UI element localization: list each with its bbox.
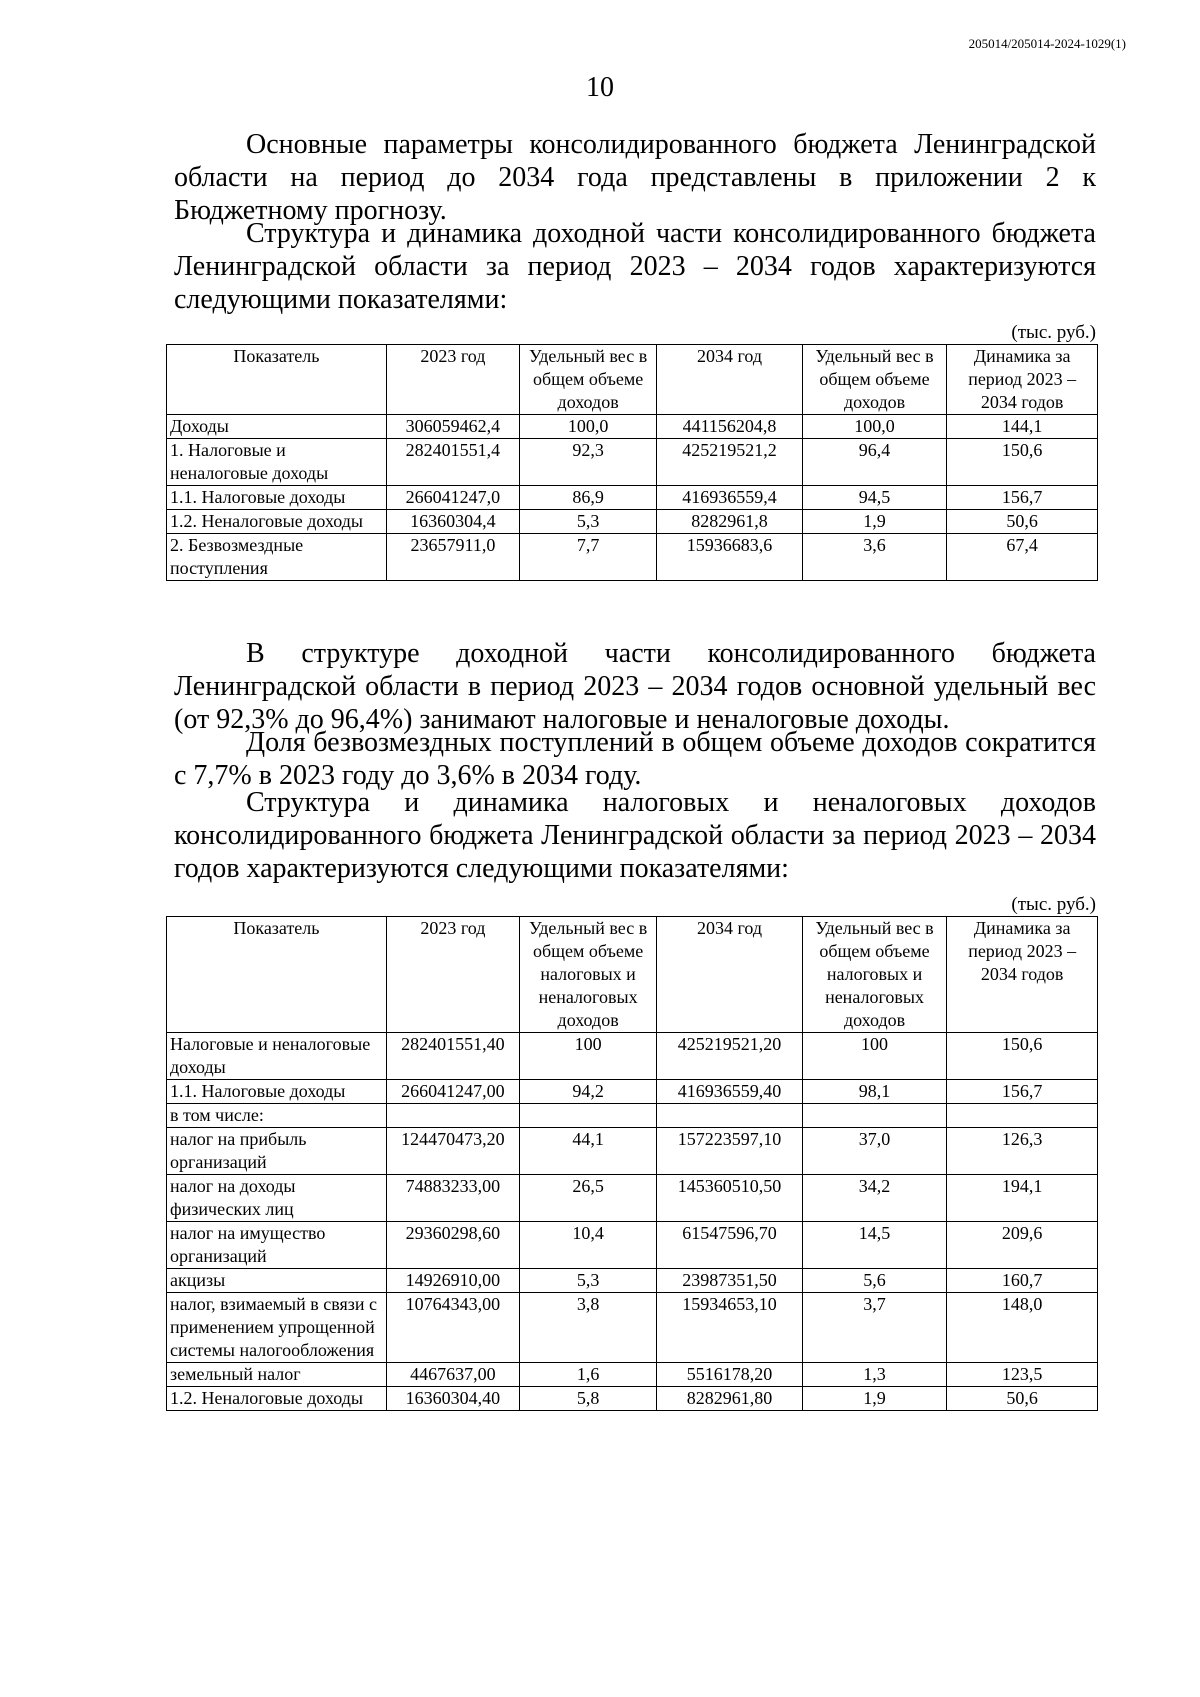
cell-indicator: 1.1. Налоговые доходы bbox=[167, 1080, 387, 1104]
cell-dynamics: 144,1 bbox=[947, 415, 1098, 439]
cell-indicator: 1.1. Налоговые доходы bbox=[167, 486, 387, 510]
cell-share-2023: 5,3 bbox=[519, 1269, 656, 1293]
cell-indicator: акцизы bbox=[167, 1269, 387, 1293]
cell-share-2023: 5,8 bbox=[519, 1387, 656, 1411]
table-row bbox=[167, 1175, 1098, 1222]
cell-2034: 425219521,20 bbox=[657, 1033, 803, 1080]
cell-indicator: в том числе: bbox=[167, 1104, 387, 1128]
table-row bbox=[167, 1222, 1098, 1269]
cell-2023: 266041247,00 bbox=[386, 1080, 519, 1104]
cell-share-2023: 7,7 bbox=[519, 534, 656, 581]
paragraph-tax-share: В структуре доходной части консолидированного бюджета Ленинградской области в период 2023 – 2034 годов основной удельный вес (от 92,3% до 96,4%) занимают налоговые и неналоговые доходы. bbox=[174, 638, 1096, 735]
cell-2023: 124470473,20 bbox=[386, 1128, 519, 1175]
cell-dynamics: 50,6 bbox=[947, 510, 1098, 534]
cell-share-2034: 5,6 bbox=[802, 1269, 947, 1293]
table-row bbox=[167, 510, 1098, 534]
cell-share-2034: 1,9 bbox=[802, 510, 947, 534]
header-2034: 2034 год bbox=[657, 345, 803, 415]
table-row bbox=[167, 1269, 1098, 1293]
cell-indicator: Доходы bbox=[167, 415, 387, 439]
table1-units: (тыс. руб.) bbox=[1011, 322, 1096, 343]
cell-share-2023: 10,4 bbox=[519, 1222, 656, 1269]
cell-2023: 306059462,4 bbox=[386, 415, 519, 439]
cell-dynamics: 160,7 bbox=[947, 1269, 1098, 1293]
cell-2023: 282401551,4 bbox=[386, 439, 519, 486]
cell-dynamics bbox=[947, 1104, 1098, 1128]
cell-indicator: Налоговые и неналоговые доходы bbox=[167, 1033, 387, 1080]
tax-structure-table bbox=[166, 916, 1098, 1411]
cell-2034: 8282961,8 bbox=[657, 510, 803, 534]
cell-2023 bbox=[386, 1104, 519, 1128]
table-header-row bbox=[167, 345, 1098, 415]
header-2034: 2034 год bbox=[657, 917, 803, 1033]
cell-share-2023: 26,5 bbox=[519, 1175, 656, 1222]
cell-share-2034: 3,6 bbox=[802, 534, 947, 581]
table-row bbox=[167, 1104, 1098, 1128]
table-row bbox=[167, 415, 1098, 439]
cell-indicator: 1.2. Неналоговые доходы bbox=[167, 510, 387, 534]
cell-indicator: налог на доходы физических лиц bbox=[167, 1175, 387, 1222]
cell-2034: 61547596,70 bbox=[657, 1222, 803, 1269]
cell-share-2034: 37,0 bbox=[802, 1128, 947, 1175]
table-row bbox=[167, 439, 1098, 486]
cell-share-2034 bbox=[802, 1104, 947, 1128]
cell-dynamics: 194,1 bbox=[947, 1175, 1098, 1222]
header-share-2023: Удельный вес в общем объеме доходов bbox=[519, 345, 656, 415]
table-row bbox=[167, 1128, 1098, 1175]
cell-2023: 266041247,0 bbox=[386, 486, 519, 510]
cell-share-2034: 100 bbox=[802, 1033, 947, 1080]
table-row bbox=[167, 1363, 1098, 1387]
cell-2034: 416936559,4 bbox=[657, 486, 803, 510]
cell-2034: 425219521,2 bbox=[657, 439, 803, 486]
cell-2023: 16360304,4 bbox=[386, 510, 519, 534]
cell-share-2023: 3,8 bbox=[519, 1293, 656, 1363]
header-2023: 2023 год bbox=[386, 345, 519, 415]
cell-indicator: земельный налог bbox=[167, 1363, 387, 1387]
cell-share-2034: 14,5 bbox=[802, 1222, 947, 1269]
cell-share-2023: 94,2 bbox=[519, 1080, 656, 1104]
cell-2034: 157223597,10 bbox=[657, 1128, 803, 1175]
cell-2034: 23987351,50 bbox=[657, 1269, 803, 1293]
cell-indicator: налог на прибыль организаций bbox=[167, 1128, 387, 1175]
table-row bbox=[167, 1080, 1098, 1104]
cell-share-2023: 1,6 bbox=[519, 1363, 656, 1387]
cell-dynamics: 123,5 bbox=[947, 1363, 1098, 1387]
cell-indicator: налог на имущество организаций bbox=[167, 1222, 387, 1269]
cell-dynamics: 150,6 bbox=[947, 439, 1098, 486]
income-structure-table bbox=[166, 344, 1098, 581]
table-row bbox=[167, 534, 1098, 581]
cell-share-2034: 34,2 bbox=[802, 1175, 947, 1222]
cell-2023: 74883233,00 bbox=[386, 1175, 519, 1222]
cell-dynamics: 209,6 bbox=[947, 1222, 1098, 1269]
cell-2034 bbox=[657, 1104, 803, 1128]
cell-indicator: 2. Безвозмездные поступления bbox=[167, 534, 387, 581]
cell-2034: 8282961,80 bbox=[657, 1387, 803, 1411]
cell-share-2023: 44,1 bbox=[519, 1128, 656, 1175]
header-indicator: Показатель bbox=[167, 345, 387, 415]
header-2023: 2023 год bbox=[386, 917, 519, 1033]
paragraph-budget-params: Основные параметры консолидированного бюджета Ленинградской области на период до 2034 года представлены в приложении 2 к Бюджетному прогнозу. bbox=[174, 129, 1096, 226]
cell-share-2023: 100 bbox=[519, 1033, 656, 1080]
cell-2023: 4467637,00 bbox=[386, 1363, 519, 1387]
paragraph-income-structure: Структура и динамика доходной части консолидированного бюджета Ленинградской области за период 2023 – 2034 годов характеризуются следующими показателями: bbox=[174, 218, 1096, 315]
cell-share-2023: 86,9 bbox=[519, 486, 656, 510]
header-dynamics: Динамика за период 2023 – 2034 годов bbox=[947, 917, 1098, 1033]
cell-share-2034: 100,0 bbox=[802, 415, 947, 439]
cell-share-2034: 1,3 bbox=[802, 1363, 947, 1387]
cell-share-2023: 5,3 bbox=[519, 510, 656, 534]
cell-dynamics: 126,3 bbox=[947, 1128, 1098, 1175]
cell-2034: 441156204,8 bbox=[657, 415, 803, 439]
cell-share-2034: 94,5 bbox=[802, 486, 947, 510]
table-row bbox=[167, 486, 1098, 510]
cell-indicator: 1. Налоговые и неналоговые доходы bbox=[167, 439, 387, 486]
paragraph-tax-structure: Структура и динамика налоговых и неналоговых доходов консолидированного бюджета Ленинградской области за период 2023 – 2034 годов характеризуются следующими показателями: bbox=[174, 787, 1096, 884]
cell-dynamics: 67,4 bbox=[947, 534, 1098, 581]
header-share-2034: Удельный вес в общем объеме доходов bbox=[802, 345, 947, 415]
table-row bbox=[167, 1293, 1098, 1363]
cell-2023: 16360304,40 bbox=[386, 1387, 519, 1411]
cell-share-2023: 100,0 bbox=[519, 415, 656, 439]
cell-dynamics: 150,6 bbox=[947, 1033, 1098, 1080]
document-id: 205014/205014-2024-1029(1) bbox=[968, 36, 1126, 51]
cell-2023: 14926910,00 bbox=[386, 1269, 519, 1293]
paragraph-gratuitous-share: Доля безвозмездных поступлений в общем объеме доходов сократится с 7,7% в 2023 году до 3,6% в 2034 году. bbox=[174, 727, 1096, 791]
cell-share-2034: 96,4 bbox=[802, 439, 947, 486]
cell-dynamics: 148,0 bbox=[947, 1293, 1098, 1363]
cell-share-2023: 92,3 bbox=[519, 439, 656, 486]
cell-2034: 15934653,10 bbox=[657, 1293, 803, 1363]
cell-dynamics: 156,7 bbox=[947, 1080, 1098, 1104]
cell-indicator: 1.2. Неналоговые доходы bbox=[167, 1387, 387, 1411]
cell-2034: 416936559,40 bbox=[657, 1080, 803, 1104]
header-indicator: Показатель bbox=[167, 917, 387, 1033]
cell-2023: 29360298,60 bbox=[386, 1222, 519, 1269]
table-row bbox=[167, 1033, 1098, 1080]
cell-dynamics: 156,7 bbox=[947, 486, 1098, 510]
cell-2023: 282401551,40 bbox=[386, 1033, 519, 1080]
cell-dynamics: 50,6 bbox=[947, 1387, 1098, 1411]
table-row bbox=[167, 1387, 1098, 1411]
cell-share-2034: 3,7 bbox=[802, 1293, 947, 1363]
page-number: 10 bbox=[586, 72, 614, 103]
cell-share-2023 bbox=[519, 1104, 656, 1128]
cell-share-2034: 1,9 bbox=[802, 1387, 947, 1411]
cell-2034: 15936683,6 bbox=[657, 534, 803, 581]
cell-2023: 10764343,00 bbox=[386, 1293, 519, 1363]
cell-2034: 5516178,20 bbox=[657, 1363, 803, 1387]
header-share-2034: Удельный вес в общем объеме налоговых и неналоговых доходов bbox=[802, 917, 947, 1033]
header-dynamics: Динамика за период 2023 – 2034 годов bbox=[947, 345, 1098, 415]
cell-indicator: налог, взимаемый в связи с применением упрощенной системы налогообложения bbox=[167, 1293, 387, 1363]
cell-share-2034: 98,1 bbox=[802, 1080, 947, 1104]
cell-2023: 23657911,0 bbox=[386, 534, 519, 581]
cell-2034: 145360510,50 bbox=[657, 1175, 803, 1222]
header-share-2023: Удельный вес в общем объеме налоговых и неналоговых доходов bbox=[519, 917, 656, 1033]
table-header-row bbox=[167, 917, 1098, 1033]
table2-units: (тыс. руб.) bbox=[1011, 894, 1096, 915]
